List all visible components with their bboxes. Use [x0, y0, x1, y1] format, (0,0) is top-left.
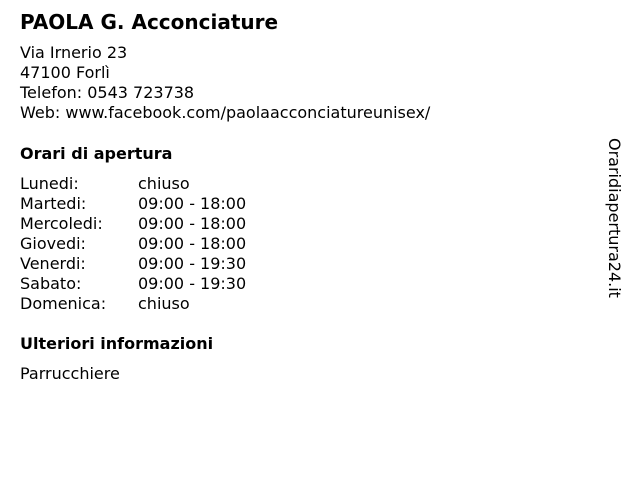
- additional-info-heading: Ulteriori informazioni: [20, 334, 214, 353]
- hours-row-sunday: [20, 294, 320, 314]
- opening-hours-heading: Orari di apertura: [20, 144, 173, 163]
- day-label: Lunedi:: [20, 174, 79, 193]
- day-label: Domenica:: [20, 294, 107, 313]
- time-value: 09:00 - 19:30: [138, 254, 247, 273]
- phone-number: Telefon: 0543 723738: [20, 83, 195, 102]
- contact-block: [20, 43, 430, 123]
- hours-row-tuesday: [20, 194, 320, 214]
- hours-row-wednesday: [20, 214, 320, 234]
- street-address: Via Irnerio 23: [20, 43, 128, 62]
- time-value: chiuso: [138, 294, 190, 313]
- hours-row-thursday: [20, 234, 320, 254]
- day-label: Mercoledi:: [20, 214, 103, 233]
- time-value: 09:00 - 18:00: [138, 214, 247, 233]
- business-name: PAOLA G. Acconciature: [20, 10, 279, 34]
- time-value: 09:00 - 18:00: [138, 234, 247, 253]
- business-category: Parrucchiere: [20, 364, 120, 383]
- hours-row-monday: [20, 174, 320, 194]
- website-link[interactable]: Web: www.facebook.com/paolaacconciatureunisex/: [20, 103, 431, 122]
- opening-hours-table: [20, 174, 320, 314]
- site-watermark: Oraridiapertura24.it: [605, 138, 624, 298]
- day-label: Giovedi:: [20, 234, 86, 253]
- hours-row-saturday: [20, 274, 320, 294]
- hours-row-friday: [20, 254, 320, 274]
- day-label: Martedi:: [20, 194, 87, 213]
- time-value: 09:00 - 19:30: [138, 274, 247, 293]
- time-value: 09:00 - 18:00: [138, 194, 247, 213]
- postal-city: 47100 Forlì: [20, 63, 110, 82]
- day-label: Venerdi:: [20, 254, 86, 273]
- day-label: Sabato:: [20, 274, 82, 293]
- time-value: chiuso: [138, 174, 190, 193]
